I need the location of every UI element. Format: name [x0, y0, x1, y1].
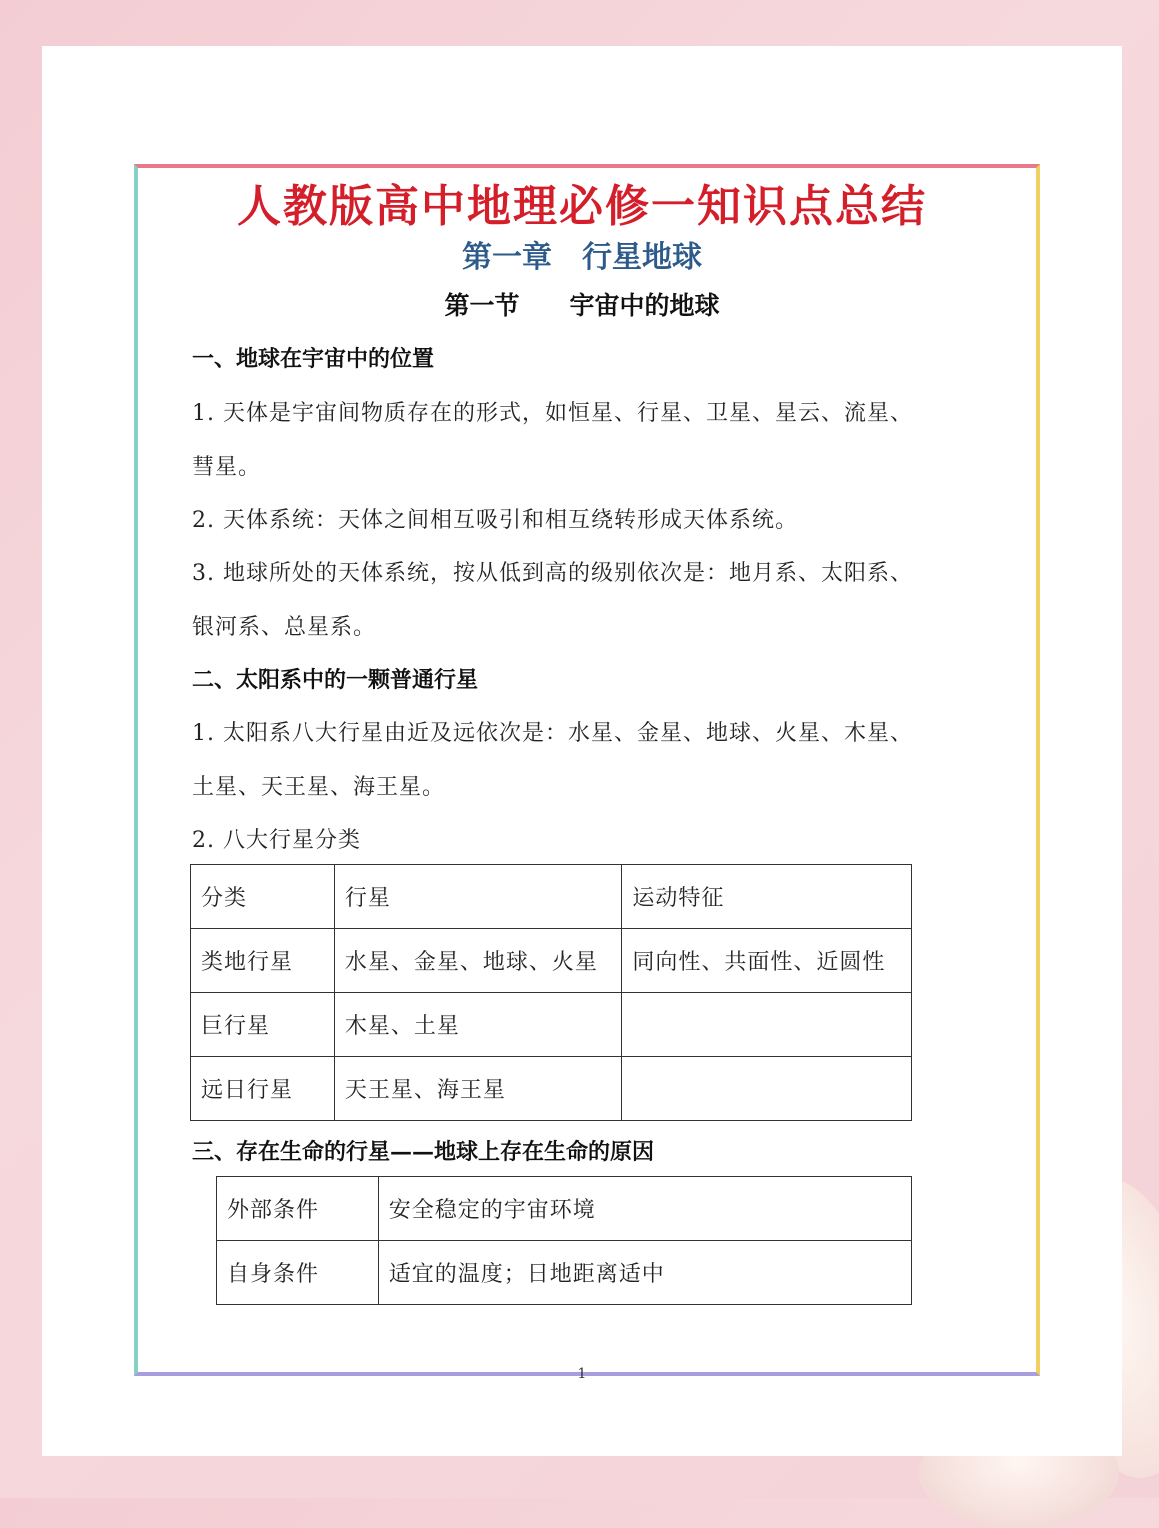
- table-cell: 巨行星: [191, 993, 335, 1057]
- table-cell: 天王星、海王星: [334, 1057, 622, 1121]
- chapter-heading: 第一章 行星地球: [462, 240, 702, 275]
- table-row: [191, 1057, 912, 1121]
- table-cell: 水星、金星、地球、火星: [334, 929, 622, 993]
- table-header-cell: 分类: [191, 865, 335, 929]
- planet-classification-table: [190, 864, 912, 1121]
- table-cell: 同向性、共面性、近圆性: [622, 929, 912, 993]
- part3-heading: 三、存在生命的行星——地球上存在生命的原因: [192, 1139, 655, 1165]
- table-cell: 自身条件: [217, 1241, 379, 1305]
- part1-line1b: 彗星。: [192, 455, 262, 480]
- part2-line1a: 1. 太阳系八大行星由近及远依次是：水星、金星、地球、火星、木星、: [192, 721, 913, 746]
- part1-line2: 2. 天体系统：天体之间相互吸引和相互绕转形成天体系统。: [192, 508, 798, 533]
- table-header-cell: 行星: [334, 865, 622, 929]
- part1-line3a: 3. 地球所处的天体系统，按从低到高的级别依次是：地月系、太阳系、: [192, 561, 913, 586]
- part2-line1b: 土星、天王星、海王星。: [192, 775, 446, 800]
- table-row: [217, 1241, 912, 1305]
- table-row: [191, 929, 912, 993]
- table-cell: 适宜的温度；日地距离适中: [378, 1241, 911, 1305]
- table-cell: 远日行星: [191, 1057, 335, 1121]
- table-cell: 安全稳定的宇宙环境: [378, 1177, 911, 1241]
- page-title: 人教版高中地理必修一知识点总结: [237, 181, 927, 232]
- table-cell: 类地行星: [191, 929, 335, 993]
- page-number: 1: [577, 1366, 587, 1382]
- table-cell: 外部条件: [217, 1177, 379, 1241]
- part1-line3b: 银河系、总星系。: [192, 615, 377, 640]
- table-header-cell: 运动特征: [622, 865, 912, 929]
- table-cell: [622, 993, 912, 1057]
- table-cell: [622, 1057, 912, 1121]
- table-header-row: [191, 865, 912, 929]
- table-row: [217, 1177, 912, 1241]
- document-page: [42, 46, 1122, 1456]
- table-row: [191, 993, 912, 1057]
- part2-heading: 二、太阳系中的一颗普通行星: [192, 667, 479, 693]
- life-conditions-table: [216, 1176, 912, 1305]
- part1-line1a: 1. 天体是宇宙间物质存在的形式，如恒星、行星、卫星、星云、流星、: [192, 401, 913, 426]
- part1-heading: 一、地球在宇宙中的位置: [192, 346, 435, 372]
- part2-line2: 2. 八大行星分类: [192, 828, 361, 853]
- table-cell: 木星、土星: [334, 993, 622, 1057]
- section-heading: 第一节 宇宙中的地球: [444, 291, 720, 320]
